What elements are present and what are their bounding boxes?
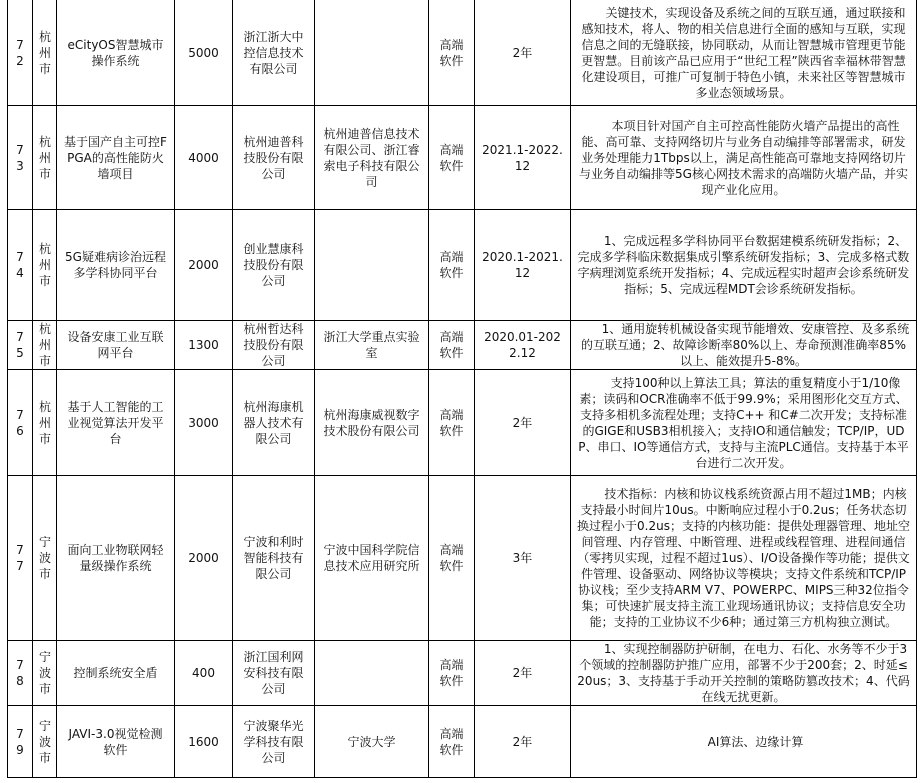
table-row [8, 0, 917, 106]
investment-cell [175, 641, 233, 706]
row-number [8, 476, 33, 641]
description-cell [571, 476, 917, 641]
city-cell [33, 0, 57, 106]
field-cell [429, 476, 475, 641]
row-number-text: 77 [16, 543, 24, 573]
city-cell [33, 370, 57, 476]
row-number-text: 73 [16, 142, 24, 173]
description-cell-text: 1、完成远程多学科协同平台数据建模系统研发指标；2、完成多学科临床数据集成引擎系统研发指标；3、完成多格式数字病理浏览系统开发指标；4、完成远程实时超声会诊系统研发指标；5、完成远程MDT会诊系统研发指标。 [577, 234, 910, 296]
field-cell-text: 高端软件 [439, 726, 464, 757]
lead-company-cell [233, 370, 315, 476]
row-number-text: 78 [16, 658, 24, 688]
city-cell-text: 杭州市 [39, 322, 52, 368]
table-row [8, 641, 917, 706]
investment-cell-text: 400 [192, 666, 215, 680]
project-name-cell-text: 面向工业物联网轻量级操作系统 [67, 543, 164, 573]
project-name-cell [57, 706, 175, 778]
field-cell-text: 高端软件 [439, 407, 464, 438]
period-cell [475, 476, 571, 641]
project-name-cell [57, 641, 175, 706]
lead-company-cell [233, 476, 315, 641]
city-cell-text: 宁波市 [39, 535, 52, 581]
row-number [8, 106, 33, 210]
row-number-text: 76 [16, 407, 24, 438]
description-cell [571, 641, 917, 706]
field-cell [429, 0, 475, 106]
field-cell-text: 高端软件 [439, 543, 464, 573]
lead-company-cell-text: 杭州哲达科技股份有限公司 [243, 322, 304, 368]
city-cell-text: 宁波市 [39, 650, 52, 696]
period-cell-text: 2021.1-2022.12 [482, 142, 563, 173]
description-cell-text: 本项目针对国产自主可控高性能防火墙产品提出的高性能、高可靠、支持网络切片与业务自动编排等部署需求，研发业务处理能力1Tbps以上，满足高性能高可靠地支持网络切片与业务自动编排等5G核心网技术需求的高端防火墙产品，并实现产业化应用。 [579, 118, 908, 197]
description-cell-text: 1、通用旋转机械设备实现节能增效、安康管控、及多系统的互联互通；2、故障诊断率80%以上、寿命预测准确率85%以上、能效提升5-8%。 [581, 322, 910, 368]
period-cell-text: 2年 [512, 734, 533, 749]
description-cell-text: 技术指标：内核和协议栈系统资源占用不超过1MB；内核支持最小时间片10us。中断响应过程小于0.2us；任务状态切换过程小于0.2us；支持的内核功能：提供处理器管理、地址空间管理、内存管理、中断管理、进程或线程管理、进程间通信（零拷贝实现，过程不超过1us）、I/O设备操作等功能；提供文件管理、设备驱动、网络协议等模块；支持文件系统和TCP/IP协议栈；至少支持ARM V7、POWERPC、MIPS三种32位指令集；可快速扩展支持主流工业现场通讯协议；支持信息安全功能；支持的工业协议不少6种；通过第三方机构独立测试。 [577, 487, 910, 629]
partner-cell-text: 宁波大学 [347, 734, 396, 749]
city-cell [33, 706, 57, 778]
description-cell [571, 706, 917, 778]
investment-cell [175, 706, 233, 778]
description-cell-text: 关键技术，实现设备及系统之间的互联互通，通过联接和感知技术，将人、物的相关信息进行全面的感知与互联，实现信息之间的无缝联接，协同联动，从而让智慧城市管理更节能更智慧。目前该产品已应用于“世纪工程”陕西省幸福林带智慧化建设项目，可推广可复制于特色小镇，未来社区等智慧城市多业态领域场景。 [581, 5, 906, 100]
investment-cell [175, 476, 233, 641]
lead-company-cell-text: 杭州海康机器人技术有限公司 [243, 399, 304, 446]
project-name-cell-text: JAVI-3.0视觉检测软件 [68, 726, 163, 757]
partner-cell-text: 浙江大学重点实验室 [323, 330, 420, 360]
lead-company-cell-text: 浙江浙大中控信息技术有限公司 [243, 29, 304, 76]
lead-company-cell-text: 浙江国利网安科技有限公司 [243, 650, 304, 696]
row-number-text: 75 [16, 330, 24, 360]
period-cell-text: 2020.1-2021.12 [482, 250, 563, 280]
description-cell-text: AI算法、边缘计算 [707, 734, 804, 749]
city-cell-text: 杭州市 [39, 399, 52, 446]
lead-company-cell [233, 641, 315, 706]
lead-company-cell [233, 0, 315, 106]
project-name-cell-text: 5G疑难病诊治远程多学科协同平台 [65, 250, 166, 280]
period-cell [475, 0, 571, 106]
period-cell [475, 641, 571, 706]
description-cell-text: 1、实现控制器防护研制，在电力、石化、水务等不少于3个领域的控制器防护推广应用，部署不少于200套；2、时延≤20us；3、支持基于手动开关控制的策略防篡改技术；4、代码在线无扰更新。 [577, 642, 910, 704]
investment-cell-text: 1300 [188, 338, 219, 352]
period-cell [475, 210, 571, 321]
field-cell-text: 高端软件 [439, 250, 464, 280]
lead-company-cell-text: 创业慧康科技股份有限公司 [243, 242, 304, 288]
partner-cell [315, 706, 429, 778]
project-name-cell-text: 控制系统安全盾 [73, 666, 158, 680]
lead-company-cell [233, 106, 315, 210]
investment-cell-text: 3000 [188, 415, 219, 430]
field-cell-text: 高端软件 [439, 142, 464, 173]
investment-cell-text: 2000 [188, 258, 219, 272]
investment-cell [175, 210, 233, 321]
investment-cell-text: 4000 [188, 150, 219, 165]
investment-cell-text: 5000 [188, 45, 219, 60]
project-name-cell [57, 0, 175, 106]
period-cell-text: 2年 [512, 666, 533, 680]
lead-company-cell [233, 210, 315, 321]
city-cell [33, 106, 57, 210]
description-cell [571, 0, 917, 106]
period-cell-text: 2年 [512, 415, 533, 430]
field-cell [429, 210, 475, 321]
period-cell [475, 106, 571, 210]
table-row [8, 370, 917, 476]
lead-company-cell-text: 宁波和利时智能科技有限公司 [243, 535, 304, 581]
partner-cell [315, 321, 429, 370]
field-cell-text: 高端软件 [439, 330, 464, 360]
investment-cell-text: 1600 [188, 734, 219, 749]
partner-cell [315, 370, 429, 476]
field-cell-text: 高端软件 [439, 37, 464, 68]
period-cell-text: 2020.01-2022.12 [484, 330, 561, 360]
city-cell-text: 杭州市 [39, 134, 52, 181]
description-cell [571, 210, 917, 321]
city-cell [33, 476, 57, 641]
partner-cell [315, 641, 429, 706]
city-cell-text: 杭州市 [39, 29, 52, 76]
row-number-text: 72 [16, 37, 24, 68]
partner-cell [315, 0, 429, 106]
description-cell [571, 321, 917, 370]
project-name-cell-text: 基于人工智能的工业视觉算法开发平台 [67, 399, 164, 446]
field-cell [429, 321, 475, 370]
partner-cell [315, 210, 429, 321]
investment-cell [175, 0, 233, 106]
field-cell [429, 706, 475, 778]
project-name-cell [57, 106, 175, 210]
lead-company-cell-text: 杭州迪普科技股份有限公司 [243, 134, 304, 181]
project-name-cell-text: 设备安康工业互联网平台 [67, 330, 164, 360]
partner-cell [315, 106, 429, 210]
period-cell [475, 370, 571, 476]
row-number-text: 79 [16, 726, 24, 757]
description-cell-text: 支持100种以上算法工具；算法的重复精度小于1/10像素；读码和OCR准确率不低于99.9%；采用图形化交互方式、支持多相机多流程处理；支持C++ 和C#二次开发；支持标准的GIGE和USB3相机接入；支持IO和通信触发；TCP/IP，UDP、串口、IO等通信方式，支持与主流PLC通信。支持基于本平台进行二次开发。 [578, 375, 909, 470]
table-body [8, 0, 917, 778]
row-number-text: 74 [16, 250, 24, 280]
field-cell-text: 高端软件 [439, 658, 464, 688]
investment-cell [175, 370, 233, 476]
city-cell [33, 210, 57, 321]
period-cell [475, 321, 571, 370]
period-cell-text: 2年 [512, 45, 533, 60]
partner-cell [315, 476, 429, 641]
project-table [7, 0, 917, 778]
lead-company-cell [233, 321, 315, 370]
project-name-cell [57, 476, 175, 641]
table-row [8, 106, 917, 210]
row-number [8, 0, 33, 106]
field-cell [429, 641, 475, 706]
project-name-cell-text: 基于国产自主可控FPGA的高性能防火墙项目 [64, 134, 167, 181]
city-cell-text: 宁波市 [39, 718, 52, 765]
description-cell [571, 106, 917, 210]
row-number [8, 210, 33, 321]
period-cell-text: 3年 [512, 551, 533, 565]
description-cell [571, 370, 917, 476]
table-row [8, 210, 917, 321]
field-cell [429, 370, 475, 476]
project-name-cell-text: eCityOS智慧城市操作系统 [67, 37, 164, 68]
table-row [8, 321, 917, 370]
lead-company-cell-text: 宁波聚华光学科技有限公司 [243, 718, 304, 765]
project-name-cell [57, 321, 175, 370]
investment-cell-text: 2000 [188, 551, 219, 565]
project-name-cell [57, 370, 175, 476]
period-cell [475, 706, 571, 778]
row-number [8, 641, 33, 706]
investment-cell [175, 106, 233, 210]
row-number [8, 370, 33, 476]
table-row [8, 476, 917, 641]
partner-cell-text: 宁波中国科学院信息技术应用研究所 [323, 543, 420, 573]
partner-cell-text: 杭州迪普信息技术有限公司、浙江睿索电子科技有限公司 [323, 126, 420, 189]
partner-cell-text: 杭州海康威视数字技术股份有限公司 [323, 407, 420, 438]
investment-cell [175, 321, 233, 370]
row-number [8, 706, 33, 778]
city-cell-text: 杭州市 [39, 242, 52, 288]
table-row [8, 706, 917, 778]
row-number [8, 321, 33, 370]
field-cell [429, 106, 475, 210]
lead-company-cell [233, 706, 315, 778]
city-cell [33, 641, 57, 706]
city-cell [33, 321, 57, 370]
project-name-cell [57, 210, 175, 321]
